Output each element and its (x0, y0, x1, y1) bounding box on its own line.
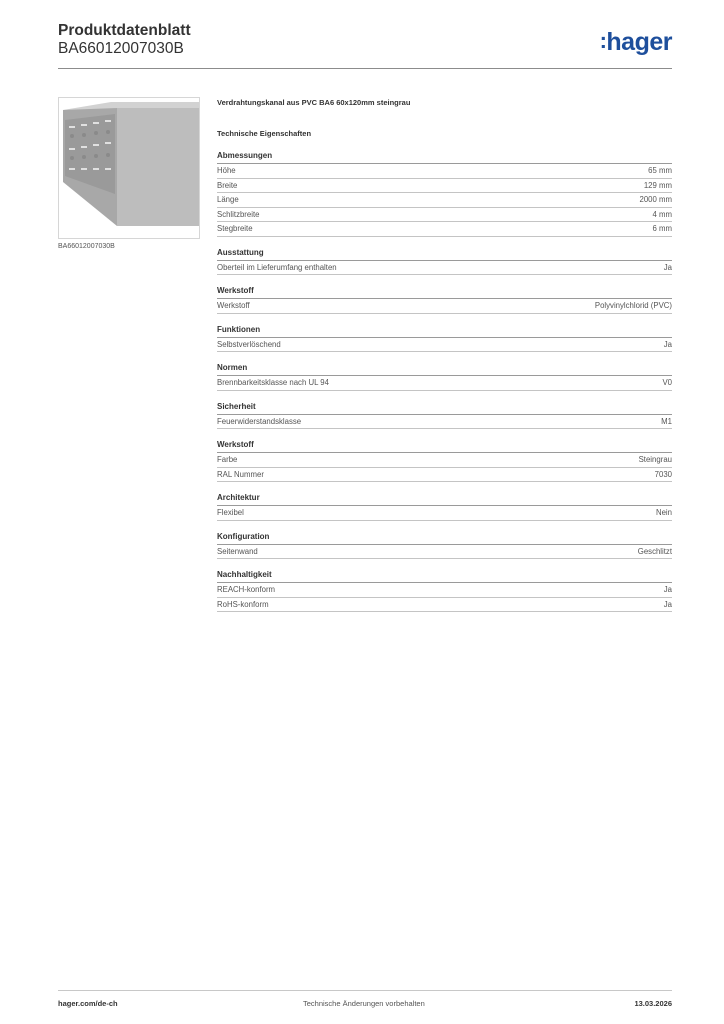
property-value: 129 mm (643, 180, 672, 190)
footer-website: hager.com/de-ch (58, 999, 118, 1008)
property-label: Stegbreite (217, 224, 253, 233)
section-title: Nachhaltigkeit (217, 569, 672, 583)
property-label: Länge (217, 195, 239, 204)
header-divider (58, 68, 672, 69)
property-label: Breite (217, 180, 238, 190)
tech-properties-title: Technische Eigenschaften (217, 129, 312, 138)
property-value: 65 mm (648, 166, 672, 175)
property-section (217, 150, 672, 237)
property-label: Brennbarkeitsklasse nach UL 94 (217, 378, 329, 387)
properties-sections (217, 150, 672, 612)
property-row (217, 208, 672, 223)
property-section (217, 247, 672, 276)
property-value: Nein (655, 508, 672, 517)
property-row (217, 453, 672, 468)
section-title: Ausstattung (217, 247, 672, 261)
property-label: Höhe (217, 166, 236, 175)
product-image (58, 97, 200, 239)
property-row (217, 338, 672, 353)
property-label: RoHS-konform (217, 599, 269, 609)
property-section (217, 569, 672, 612)
property-label: Seitenwand (217, 546, 258, 556)
footer-divider (58, 990, 672, 991)
section-title: Sicherheit (217, 401, 672, 415)
property-value: 2000 mm (639, 195, 672, 204)
property-value: Steingrau (638, 455, 672, 464)
property-value: Ja (663, 599, 672, 609)
cable-duct-illustration (59, 98, 199, 238)
property-label: REACH-konform (217, 585, 276, 594)
property-section (217, 531, 672, 560)
property-value: 7030 (654, 469, 672, 479)
property-label: Selbstverlöschend (217, 339, 281, 349)
property-label: Farbe (217, 455, 238, 464)
property-section (217, 439, 672, 482)
property-row (217, 545, 672, 560)
property-label: Flexibel (217, 508, 244, 517)
image-caption: BA66012007030B (58, 243, 115, 250)
property-section (217, 285, 672, 314)
property-row (217, 193, 672, 208)
property-value: Ja (663, 339, 672, 349)
property-row (217, 415, 672, 430)
property-label: RAL Nummer (217, 469, 264, 479)
section-title: Architektur (217, 492, 672, 506)
section-title: Werkstoff (217, 439, 672, 453)
property-label: Feuerwiderstandsklasse (217, 416, 302, 426)
property-section (217, 492, 672, 521)
article-number: BA66012007030B (58, 40, 184, 57)
property-section (217, 401, 672, 430)
property-row (217, 164, 672, 179)
property-value: Ja (663, 262, 672, 272)
page-footer (58, 999, 672, 1011)
property-value: Geschlitzt (637, 546, 672, 556)
property-label: Oberteil im Lieferumfang enthalten (217, 262, 337, 272)
property-value: Ja (663, 585, 672, 594)
document-header (58, 22, 672, 70)
property-row (217, 506, 672, 521)
footer-notice: Technische Änderungen vorbehalten (303, 999, 425, 1008)
property-value: M1 (661, 416, 672, 426)
property-row (217, 376, 672, 391)
section-title: Normen (217, 362, 672, 376)
property-row (217, 299, 672, 314)
property-value: 4 mm (652, 209, 672, 219)
page-title: Produktdatenblatt (58, 22, 191, 39)
section-title: Konfiguration (217, 531, 672, 545)
property-section (217, 324, 672, 353)
property-section (217, 362, 672, 391)
property-label: Werkstoff (217, 301, 250, 310)
property-value: Polyvinylchlorid (PVC) (594, 301, 672, 310)
product-content (217, 96, 672, 612)
section-title: Werkstoff (217, 285, 672, 299)
property-row (217, 261, 672, 276)
property-row (217, 222, 672, 237)
product-description: Verdrahtungskanal aus PVC BA6 60x120mm steingrau (217, 98, 411, 107)
property-value: V0 (662, 378, 672, 387)
hager-logo: :hager (599, 28, 672, 56)
property-label: Schlitzbreite (217, 209, 260, 219)
property-row (217, 583, 672, 598)
property-row (217, 179, 672, 194)
property-value: 6 mm (652, 224, 672, 233)
property-row (217, 598, 672, 613)
section-title: Funktionen (217, 324, 672, 338)
property-row (217, 468, 672, 483)
section-title: Abmessungen (217, 150, 672, 164)
footer-date: 13.03.2026 (634, 999, 672, 1008)
